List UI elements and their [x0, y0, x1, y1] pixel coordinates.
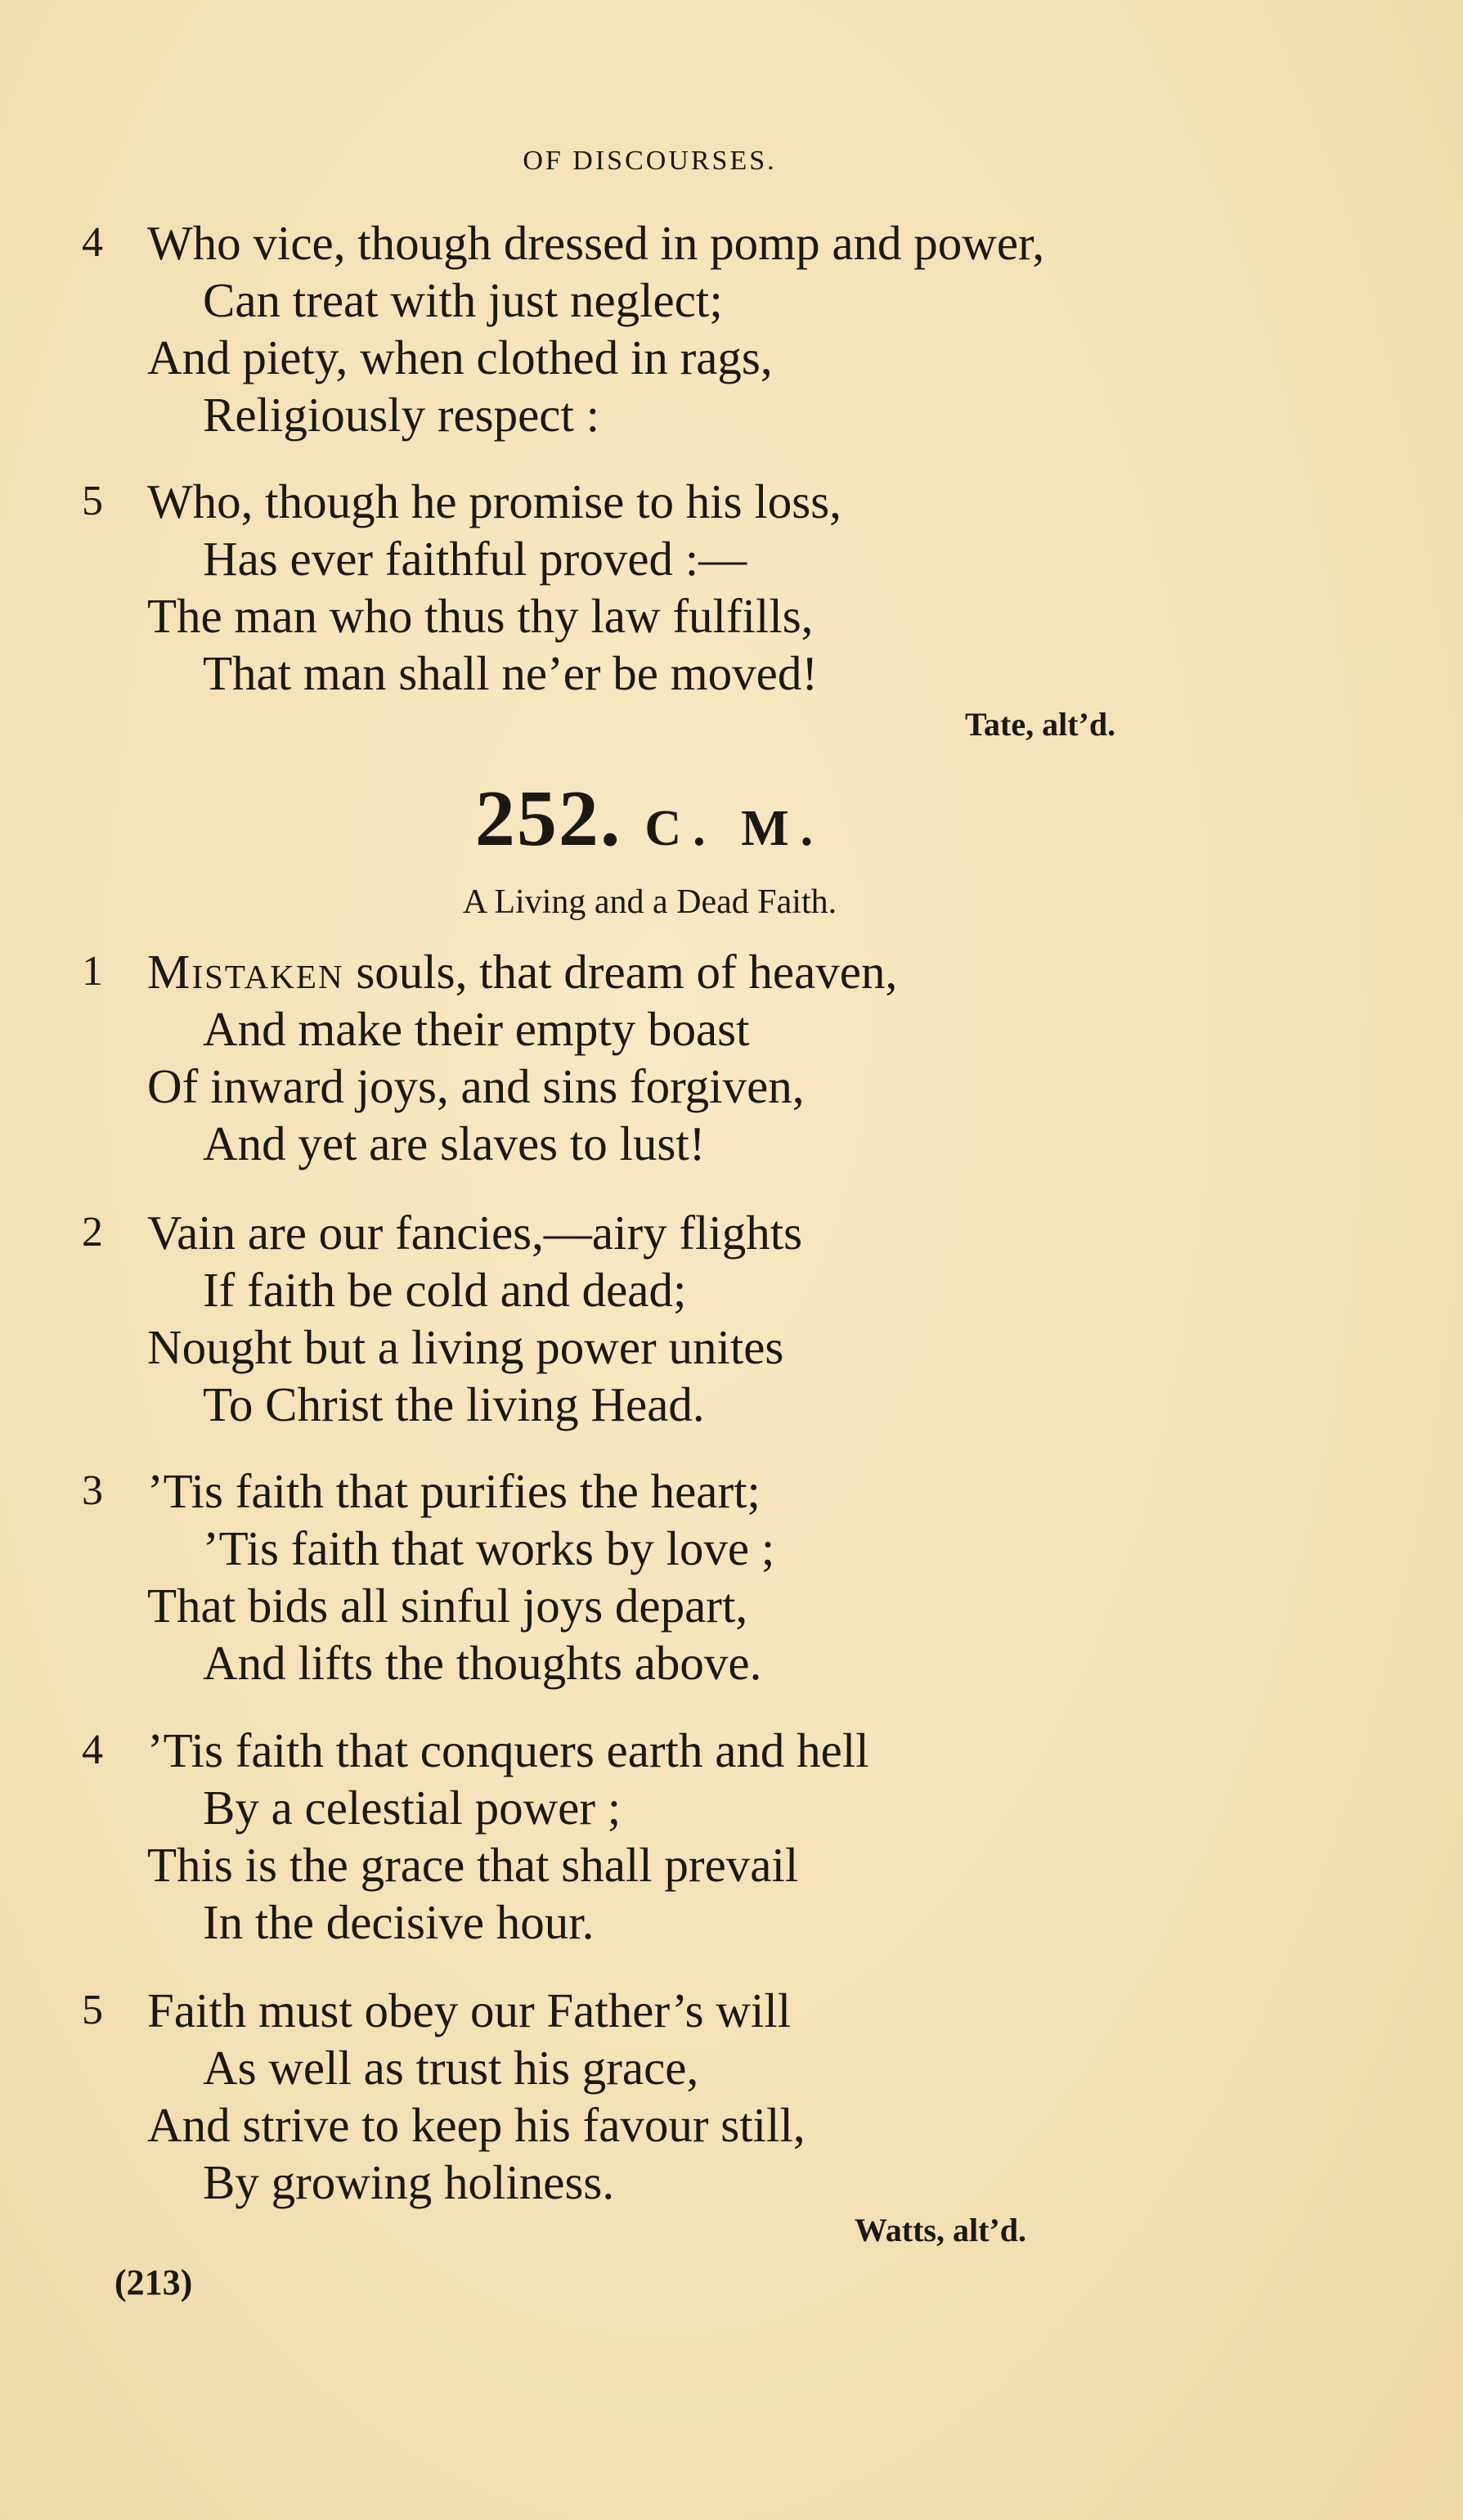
verse-line: If faith be cold and dead; — [203, 1263, 687, 1317]
stanza-number: 2 — [82, 1209, 103, 1256]
verse-line: Vain are our fancies,—airy flights — [147, 1206, 803, 1260]
verse-line: Who, though he promise to his loss, — [147, 474, 841, 528]
verse-line: Has ever faithful proved :— — [203, 532, 747, 586]
verse-line: souls, that dream of heaven, — [343, 945, 898, 999]
verse-line: Nought but a living power unites — [147, 1320, 784, 1374]
verse-line: And lifts the thoughts above. — [203, 1636, 762, 1690]
verse-line: And strive to keep his favour still, — [147, 2098, 806, 2152]
hymn-number: 252. — [474, 775, 622, 863]
stanza-number: 5 — [82, 1987, 103, 2033]
stanza-number: 1 — [82, 948, 103, 995]
verse-line: And make their empty boast — [203, 1002, 750, 1056]
verse-line: That man shall ne’er be moved! — [203, 646, 818, 700]
verse-line: ’Tis faith that purifies the heart; — [147, 1464, 761, 1518]
hymn-heading — [0, 773, 1299, 865]
verse-line: The man who thus thy law fulfills, — [147, 589, 814, 643]
attribution-tate: Tate, alt’d. — [965, 706, 1116, 743]
hymn-stanza-3 — [82, 1462, 1308, 1691]
stanza-number: 3 — [82, 1467, 103, 1514]
verse-line: And piety, when clothed in rags, — [147, 330, 773, 384]
verse-line: Of inward joys, and sins forgiven, — [147, 1059, 805, 1113]
verse-line: By a celestial power ; — [203, 1781, 622, 1835]
hymn-stanza-4 — [82, 1722, 1308, 1951]
verse-line: That bids all sinful joys depart, — [147, 1579, 748, 1633]
page-number: (213) — [114, 2262, 193, 2302]
hymn-title: A Living and a Dead Faith. — [462, 883, 837, 921]
verse-line: By growing holiness. — [203, 2155, 615, 2209]
hymn-stanza-1 — [82, 943, 1308, 1172]
stanza-prev-5 — [82, 473, 1308, 702]
verse-line: Can treat with just neglect; — [203, 273, 723, 327]
stanza-number: 4 — [82, 219, 103, 266]
verse-line: Who vice, though dressed in pomp and power, — [147, 216, 1045, 270]
stanza-number: 5 — [82, 478, 103, 524]
verse-line: Religiously respect : — [203, 388, 600, 442]
verse-line: ’Tis faith that works by love ; — [203, 1521, 775, 1575]
verse-line: Faith must obey our Father’s will — [147, 1983, 792, 2037]
verse-line: ’Tis faith that conquers earth and hell — [147, 1723, 869, 1777]
verse-line: And yet are slaves to lust! — [203, 1116, 706, 1170]
hymn-meter: C. M. — [644, 801, 825, 856]
verse-line: To Christ the living Head. — [203, 1377, 705, 1431]
first-word: Mistaken — [147, 945, 344, 999]
stanza-prev-4 — [82, 214, 1308, 443]
verse-line: This is the grace that shall prevail — [147, 1838, 799, 1892]
verse-line: In the decisive hour. — [203, 1895, 595, 1949]
stanza-number: 4 — [82, 1727, 103, 1773]
attribution-watts: Watts, alt’d. — [855, 2212, 1026, 2248]
hymn-stanza-2 — [82, 1204, 1308, 1433]
verse-line: As well as trust his grace, — [203, 2041, 699, 2095]
running-head: OF DISCOURSES. — [523, 146, 777, 176]
hymn-stanza-5 — [82, 1982, 1308, 2211]
